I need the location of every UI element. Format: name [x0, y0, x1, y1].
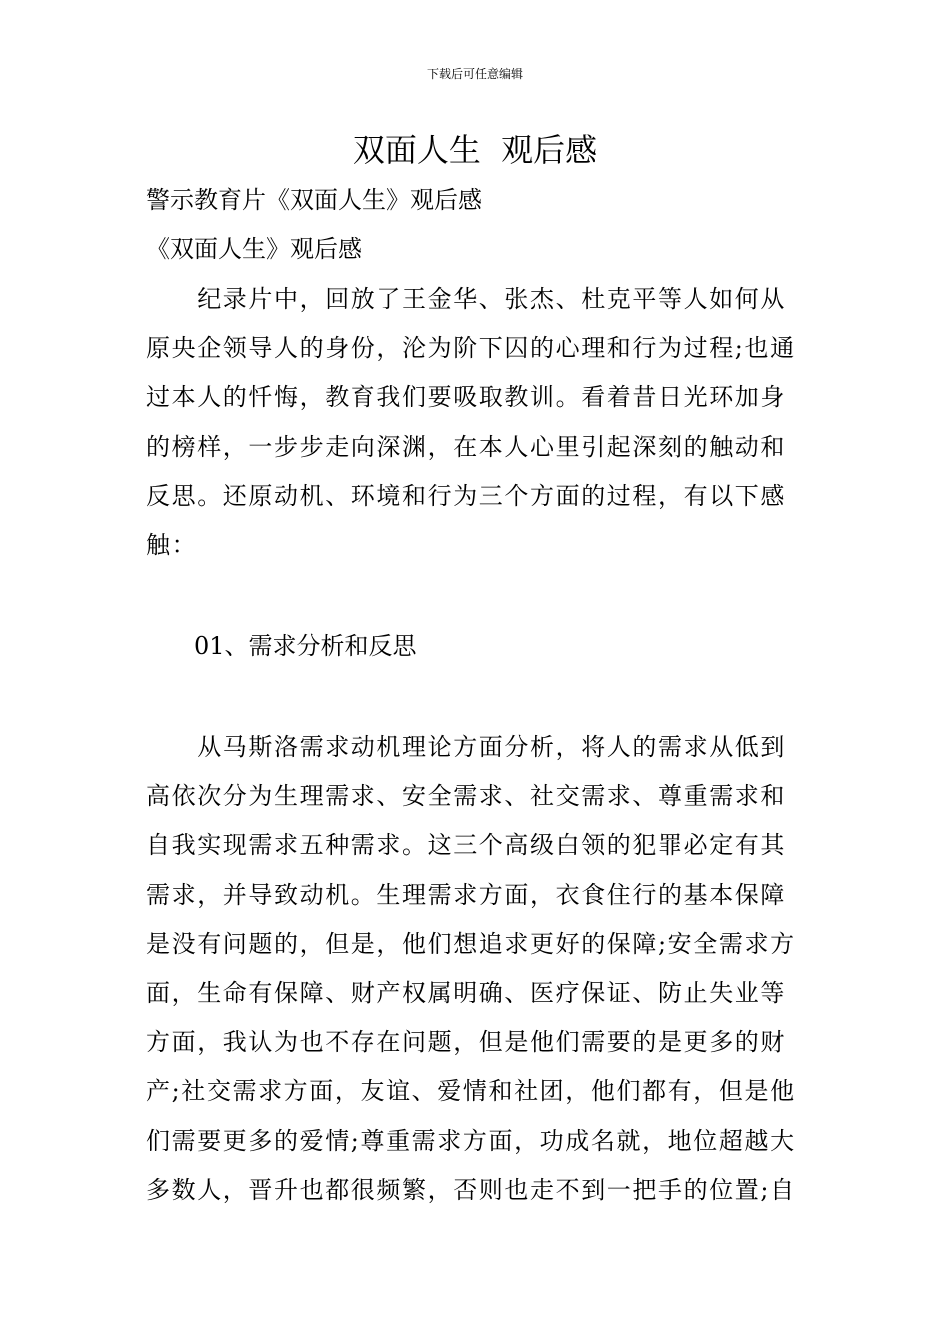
text-line: 从马斯洛需求动机理论方面分析，将人的需求从低到	[146, 733, 786, 761]
text-line: 面，生命有保障、财产权属明确、医疗保证、防止失业等	[146, 978, 786, 1007]
text-line: 多数人，晋升也都很频繁，否则也走不到一把手的位置;自	[146, 1175, 796, 1204]
text-line: 是没有问题的，但是，他们想追求更好的保障;安全需求方	[146, 929, 796, 958]
text-line: 产;社交需求方面，友谊、爱情和社团，他们都有，但是他	[146, 1077, 796, 1106]
text-line: 自我实现需求五种需求。这三个高级白领的犯罪必定有其	[146, 831, 786, 860]
text-line: 反思。还原动机、环境和行为三个方面的过程，有以下感	[146, 481, 786, 510]
paragraph-intro	[146, 275, 806, 570]
text-line: 触：	[146, 530, 198, 559]
header-note: 下载后可任意编辑	[426, 67, 523, 81]
text-line: 高依次分为生理需求、安全需求、社交需求、尊重需求和	[146, 782, 786, 811]
subtitle-warning-film: 警示教育片《双面人生》观后感	[146, 186, 482, 214]
text-line: 需求，并导致动机。生理需求方面，衣食住行的基本保障	[146, 880, 786, 909]
subtitle-review: 《双面人生》观后感	[146, 235, 362, 263]
document-title: 双面人生 观后感	[352, 131, 598, 169]
text-line: 过本人的忏悔，教育我们要吸取教训。看着昔日光环加身	[146, 383, 786, 412]
paragraph-needs-analysis	[146, 723, 806, 1215]
text-line: 原央企领导人的身份，沦为阶下囚的心理和行为过程;也通	[146, 334, 796, 363]
text-line: 的榜样，一步步走向深渊，在本人心里引起深刻的触动和	[146, 432, 786, 461]
text-line: 方面，我认为也不存在问题，但是他们需要的是更多的财	[146, 1028, 786, 1057]
text-line: 们需要更多的爱情;尊重需求方面，功成名就，地位超越大	[146, 1126, 796, 1155]
text-line: 纪录片中，回放了王金华、张杰、杜克平等人如何从	[146, 285, 786, 313]
section-heading-01: 01、需求分析和反思	[194, 632, 417, 660]
